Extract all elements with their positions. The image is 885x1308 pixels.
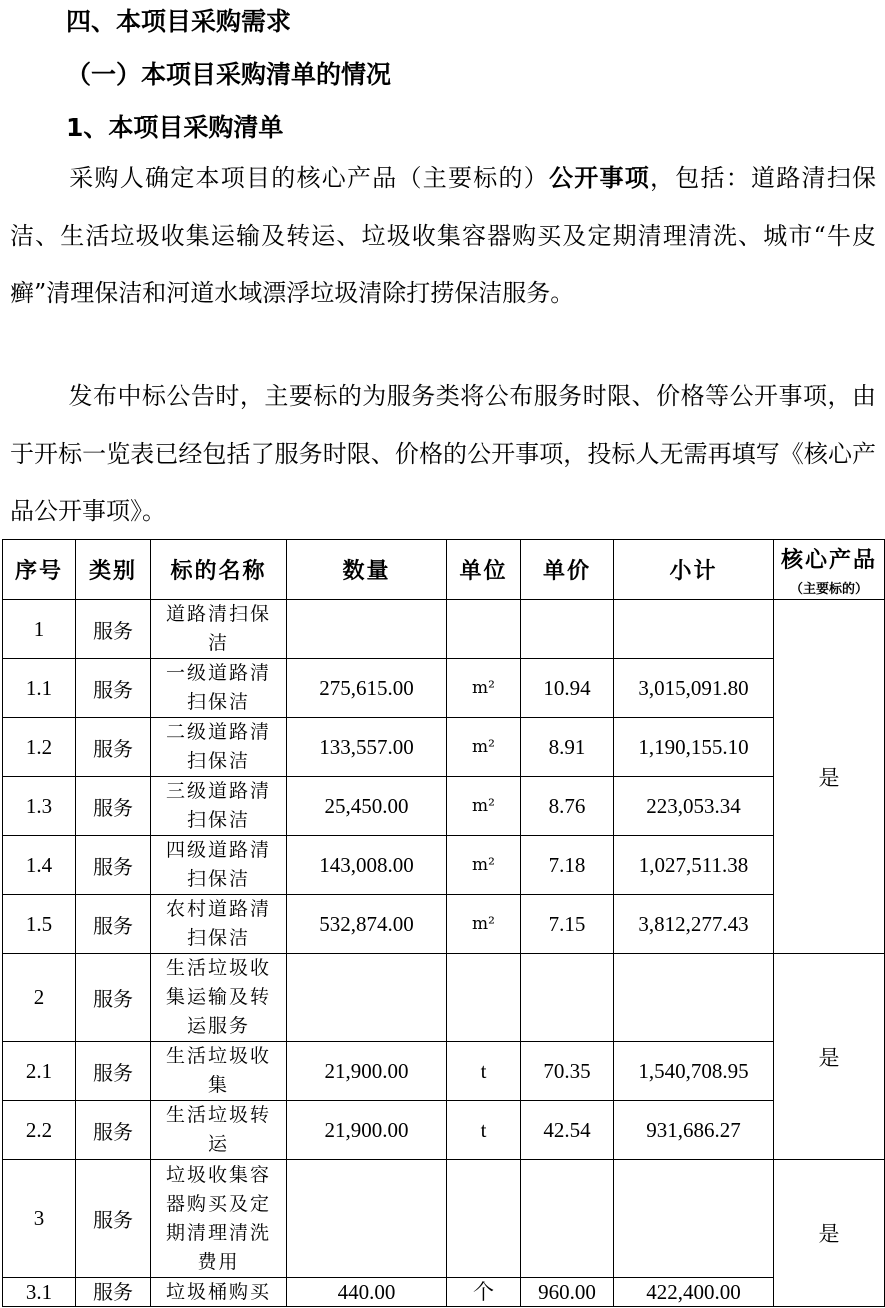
- unit-cell: t: [447, 1101, 521, 1160]
- unit-cell: t: [447, 1042, 521, 1101]
- paragraph-bold-text: 公开事项: [549, 164, 650, 192]
- subtotal-cell: 931,686.27: [614, 1101, 774, 1160]
- seq-cell: 1: [3, 600, 76, 659]
- header-core-sub: （主要标的）: [789, 581, 868, 597]
- subtotal-cell: 223,053.34: [614, 777, 774, 836]
- quantity-cell: 275,615.00: [287, 659, 447, 718]
- price-cell: 70.35: [521, 1042, 614, 1101]
- seq-cell: 3.1: [3, 1278, 76, 1307]
- header-unit: 单位: [447, 540, 521, 600]
- category-cell: 服务: [76, 836, 151, 895]
- price-cell: [521, 954, 614, 1042]
- table-row: [3, 1278, 885, 1307]
- procurement-table: [2, 539, 885, 1307]
- name-cell: 垃圾桶购买: [151, 1278, 287, 1307]
- category-cell: 服务: [76, 1278, 151, 1307]
- table-row: [3, 1042, 885, 1101]
- core-product-cell: 是: [774, 954, 885, 1160]
- seq-cell: 1.1: [3, 659, 76, 718]
- paragraph-text: 采购人确定本项目的核心产品（主要标的）: [68, 164, 549, 192]
- table-header-row: [3, 540, 885, 600]
- price-cell: 8.76: [521, 777, 614, 836]
- quantity-cell: 25,450.00: [287, 777, 447, 836]
- table-row: [3, 895, 885, 954]
- table-row: [3, 718, 885, 777]
- seq-cell: 1.3: [3, 777, 76, 836]
- unit-cell: 个: [447, 1278, 521, 1307]
- paragraph-text: ，包括：道路清扫保洁、生活垃圾收集运输及转运、垃圾收集容器购买及定期清理清洗、城市“牛皮癣”清理保洁和河道水域漂浮垃圾清除打捞保洁服务。: [10, 164, 876, 307]
- price-cell: 960.00: [521, 1278, 614, 1307]
- subtotal-cell: 1,190,155.10: [614, 718, 774, 777]
- quantity-cell: 21,900.00: [287, 1101, 447, 1160]
- subtotal-cell: [614, 600, 774, 659]
- unit-cell: m²: [447, 836, 521, 895]
- header-price: 单价: [521, 540, 614, 600]
- name-cell: 道路清扫保洁: [151, 600, 287, 659]
- subtotal-cell: 1,540,708.95: [614, 1042, 774, 1101]
- name-cell: 一级道路清扫保洁: [151, 659, 287, 718]
- unit-cell: m²: [447, 718, 521, 777]
- name-cell: 三级道路清扫保洁: [151, 777, 287, 836]
- name-cell: 生活垃圾转运: [151, 1101, 287, 1160]
- quantity-cell: 532,874.00: [287, 895, 447, 954]
- quantity-cell: [287, 600, 447, 659]
- quantity-cell: 133,557.00: [287, 718, 447, 777]
- subtotal-cell: [614, 1160, 774, 1278]
- category-cell: 服务: [76, 1042, 151, 1101]
- category-cell: 服务: [76, 659, 151, 718]
- table-row: [3, 659, 885, 718]
- unit-cell: [447, 954, 521, 1042]
- price-cell: 42.54: [521, 1101, 614, 1160]
- name-cell: 生活垃圾收集运输及转运服务: [151, 954, 287, 1042]
- core-product-cell: 是: [774, 1160, 885, 1307]
- price-cell: [521, 1160, 614, 1278]
- table-row: [3, 954, 885, 1042]
- unit-cell: m²: [447, 895, 521, 954]
- paragraph-core-products: [10, 150, 876, 323]
- category-cell: 服务: [76, 600, 151, 659]
- paragraph-text: 发布中标公告时，主要标的为服务类将公布服务时限、价格等公开事项，由于开标一览表已经包括了服务时限、价格的公开事项，投标人无需再填写《核心产品公开事项》。: [10, 382, 876, 525]
- price-cell: 10.94: [521, 659, 614, 718]
- unit-cell: [447, 1160, 521, 1278]
- quantity-cell: 21,900.00: [287, 1042, 447, 1101]
- unit-cell: m²: [447, 659, 521, 718]
- quantity-cell: 440.00: [287, 1278, 447, 1307]
- category-cell: 服务: [76, 718, 151, 777]
- paragraph-announcement: [10, 368, 876, 541]
- quantity-cell: [287, 1160, 447, 1278]
- header-subtotal: 小计: [614, 540, 774, 600]
- section-heading: 四、本项目采购需求: [66, 7, 292, 36]
- header-category: 类别: [76, 540, 151, 600]
- category-cell: 服务: [76, 777, 151, 836]
- seq-cell: 1.2: [3, 718, 76, 777]
- subtotal-cell: 422,400.00: [614, 1278, 774, 1307]
- name-cell: 二级道路清扫保洁: [151, 718, 287, 777]
- subtotal-cell: [614, 954, 774, 1042]
- subtotal-cell: 3,812,277.43: [614, 895, 774, 954]
- table-row: [3, 777, 885, 836]
- header-name: 标的名称: [151, 540, 287, 600]
- quantity-cell: [287, 954, 447, 1042]
- header-core: [774, 540, 885, 600]
- price-cell: 8.91: [521, 718, 614, 777]
- seq-cell: 3: [3, 1160, 76, 1278]
- category-cell: 服务: [76, 1160, 151, 1278]
- core-product-cell: 是: [774, 600, 885, 954]
- unit-cell: [447, 600, 521, 659]
- seq-cell: 2.1: [3, 1042, 76, 1101]
- name-cell: 农村道路清扫保洁: [151, 895, 287, 954]
- table-row: [3, 1101, 885, 1160]
- price-cell: [521, 600, 614, 659]
- header-seq: 序号: [3, 540, 76, 600]
- seq-cell: 2.2: [3, 1101, 76, 1160]
- subsection-heading: （一）本项目采购清单的情况: [66, 60, 392, 89]
- subtotal-cell: 1,027,511.38: [614, 836, 774, 895]
- name-cell: 四级道路清扫保洁: [151, 836, 287, 895]
- header-core-label: 核心产品: [780, 547, 877, 573]
- table-row: [3, 600, 885, 659]
- name-cell: 生活垃圾收集: [151, 1042, 287, 1101]
- price-cell: 7.15: [521, 895, 614, 954]
- table-row: [3, 1160, 885, 1278]
- unit-cell: m²: [447, 777, 521, 836]
- table-row: [3, 836, 885, 895]
- category-cell: 服务: [76, 1101, 151, 1160]
- item-heading: 1、本项目采购清单: [66, 113, 284, 142]
- seq-cell: 1.4: [3, 836, 76, 895]
- name-cell: 垃圾收集容器购买及定期清理清洗费用: [151, 1160, 287, 1278]
- subtotal-cell: 3,015,091.80: [614, 659, 774, 718]
- seq-cell: 2: [3, 954, 76, 1042]
- price-cell: 7.18: [521, 836, 614, 895]
- seq-cell: 1.5: [3, 895, 76, 954]
- category-cell: 服务: [76, 954, 151, 1042]
- quantity-cell: 143,008.00: [287, 836, 447, 895]
- category-cell: 服务: [76, 895, 151, 954]
- header-quantity: 数量: [287, 540, 447, 600]
